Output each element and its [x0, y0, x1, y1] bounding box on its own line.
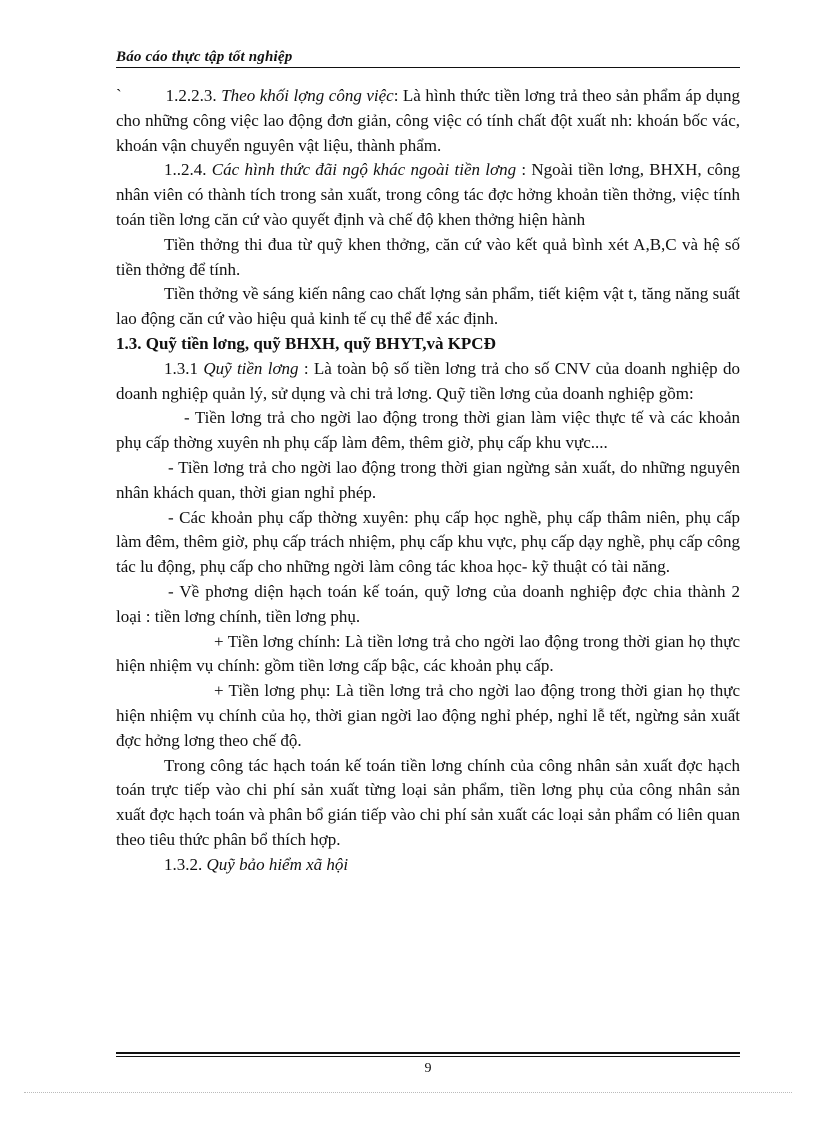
- paragraph-1-2-4: [116, 158, 740, 232]
- document-body: [116, 84, 740, 878]
- list-item-allowances: - Các khoản phụ cấp thờng xuyên: phụ cấp học nghề, phụ cấp thâm niên, phụ cấp làm đêm, thêm giờ, phụ cấp trách nhiệm, phụ cấp khu vực, phụ cấp dạy nghề, phụ cấp công tác lu động, phụ cấp cho những ngời làm công tác khoa học- kỹ thuật có tài năng.: [116, 507, 740, 577]
- section-number: 1.2.2.3.: [165, 86, 222, 105]
- section-title: Theo khối lợng công việc: [221, 86, 394, 105]
- section-title: Quỹ bảo hiểm xã hội: [206, 854, 349, 874]
- paragraph-bonus-competition: Tiền thởng thi đua từ quỹ khen thởng, căn cứ vào kết quả bình xét A,B,C và hệ số tiền thởng để tính.: [116, 234, 740, 279]
- footer-rule-thin: [116, 1056, 740, 1057]
- paragraph-1-2-2-3: [116, 84, 740, 158]
- stray-mark: `: [116, 86, 122, 105]
- list-item-main-salary: + Tiền lơng chính: Là tiền lơng trả cho ngời lao động trong thời gian họ thực hiện nhiệm vụ chính: gồm tiền lơng cấp bậc, các khoản phụ cấp.: [116, 631, 740, 676]
- paragraph-text: : Là toàn bộ số tiền lơng trả cho số CNV của doanh nghiệp do doanh nghiệp quản lý, sử dụng và chi trả lơng. Quỹ tiền lơng của doanh nghiệp gồm:: [116, 358, 740, 403]
- section-number: 1..2.4.: [164, 160, 212, 180]
- section-number: 1.3.1: [164, 358, 204, 378]
- list-item-extra-salary: + Tiền lơng phụ: Là tiền lơng trả cho ngời lao động trong thời gian họ thực hiện nhiệm vụ chính của họ, thời gian ngời lao động nghỉ phép, nghỉ lễ tết, ngừng sản xuất đợc hởng lơng theo chế độ.: [116, 681, 740, 750]
- paragraph-text: : Ngoài tiền lơng, BHXH, công nhân viên có thành tích trong sản xuất, trong công tác đợc hởng khoản tiền thởng, việc tính toán tiền lơng căn cứ vào quyết định và chế độ khen thởng hiện hành: [116, 160, 740, 229]
- header-rule: [116, 67, 740, 68]
- list-item-salary-stoppage: - Tiền lơng trả cho ngời lao động trong thời gian ngừng sản xuất, do những nguyên nhân khách quan, thời gian nghỉ phép.: [116, 457, 740, 502]
- list-item-accounting-split: - Về phơng diện hạch toán kế toán, quỹ lơng của doanh nghiệp đợc chia thành 2 loại : tiền lơng chính, tiền lơng phụ.: [116, 581, 740, 626]
- paragraph-bonus-initiative: Tiền thởng về sáng kiến nâng cao chất lợng sản phẩm, tiết kiệm vật t, tăng năng suất lao động căn cứ vào hiệu quả kinh tế cụ thể để xác định.: [116, 284, 740, 329]
- header-title: Báo cáo thực tập tốt nghiệp: [116, 49, 293, 65]
- list-item-salary-work: - Tiền lơng trả cho ngời lao động trong thời gian làm việc thực tế và các khoản phụ cấp thờng xuyên nh phụ cấp làm đêm, thêm giờ, phụ cấp khu vực....: [116, 408, 740, 453]
- paragraph-1-3-2: [116, 853, 740, 878]
- page-boundary: [24, 1092, 792, 1093]
- paragraph-text: : Là hình thức tiền lơng trả theo sản phẩm áp dụng cho những công việc lao động đơn giản, công việc có tính chất đột xuất nh: khoán bốc vác, khoán vận chuyển nguyên vật liệu, thành phẩm.: [116, 86, 740, 155]
- section-heading-1-3: 1.3. Quỹ tiền lơng, quỹ BHXH, quỹ BHYT,và KPCĐ: [116, 333, 496, 353]
- page-footer: [116, 1052, 740, 1077]
- paragraph-1-3-1: [116, 357, 740, 407]
- section-title: Các hình thức đãi ngộ khác ngoài tiền lơng: [211, 160, 517, 180]
- page-header: [116, 48, 740, 68]
- paragraph-accounting: Trong công tác hạch toán kế toán tiền lơng chính của công nhân sản xuất đợc hạch toán trực tiếp vào chi phí sản xuất từng loại sản phẩm, tiền lơng phụ của công nhân sản xuất đợc hạch toán và phân bổ gián tiếp vào chi phí sản xuất các loại sản phẩm có liên quan theo tiêu thức phân bổ thích hợp.: [116, 755, 740, 849]
- section-number: 1.3.2.: [164, 854, 207, 874]
- section-title: Quỹ tiền lơng: [203, 358, 299, 378]
- footer-rule: [116, 1052, 740, 1054]
- page-number: 9: [424, 1061, 432, 1076]
